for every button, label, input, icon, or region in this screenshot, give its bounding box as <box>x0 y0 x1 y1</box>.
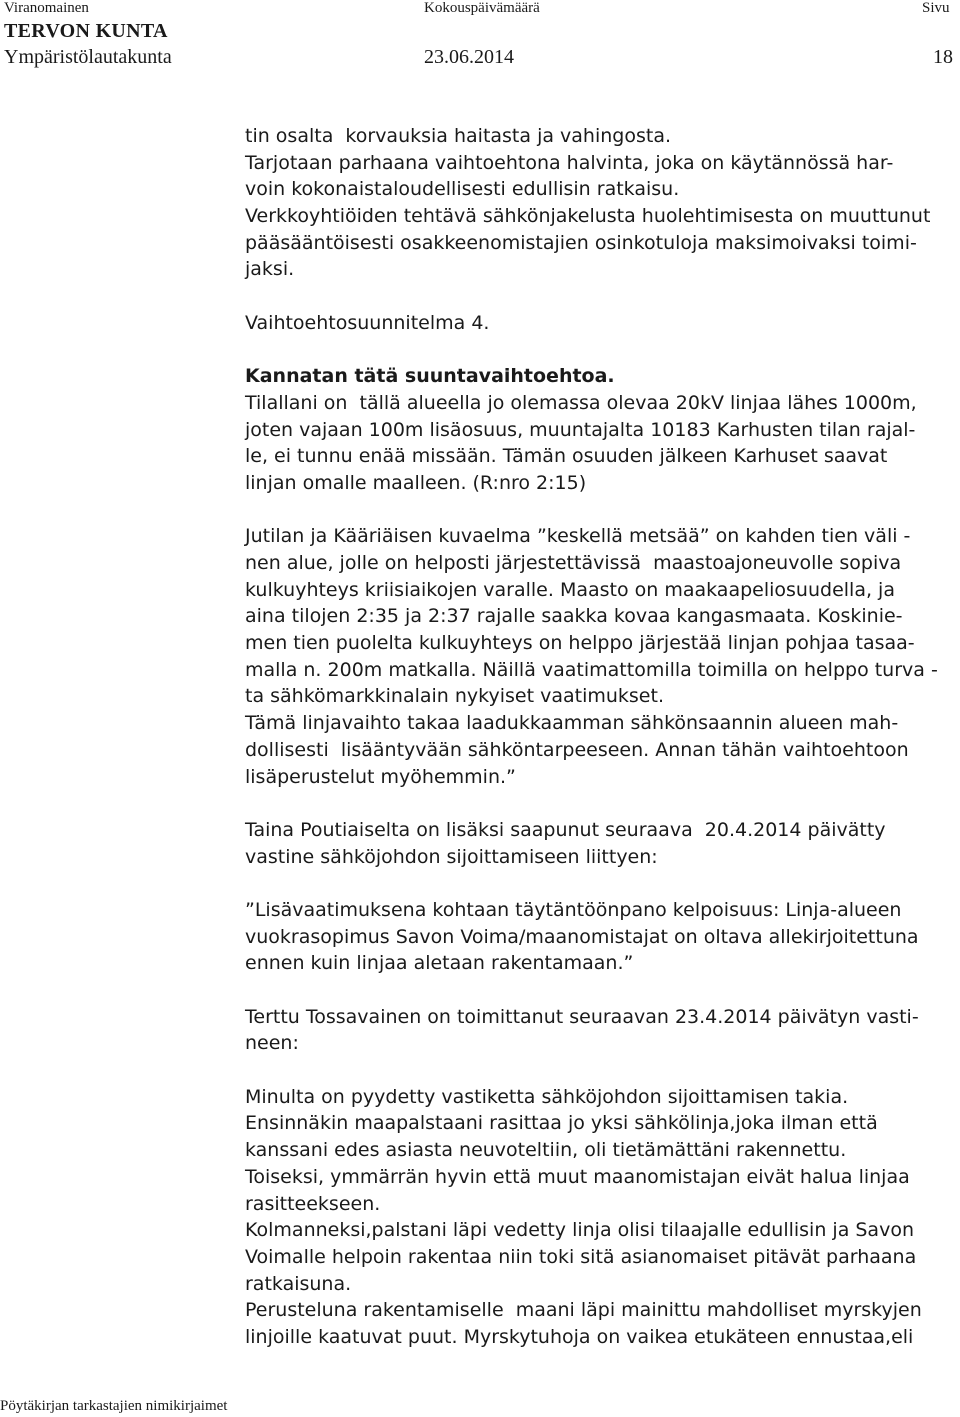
document-body <box>245 123 945 1351</box>
body-line: ”Lisävaatimuksena kohtaan täytäntöönpano kelpoisuus: Linja-alueen <box>245 898 902 921</box>
body-line: dollisesti lisääntyvään sähköntarpeeseen. Annan tähän vaihtoehtoon <box>245 738 909 761</box>
body-line: Verkkoyhtiöiden tehtävä sähkönjakelusta huolehtimisesta on muuttunut <box>245 205 931 228</box>
body-line: joten vajaan 100m lisäosuus, muuntajalta 10183 Karhusten tilan rajal- <box>245 418 916 441</box>
footer-signature-label: Pöytäkirjan tarkastajien nimikirjaimet <box>0 1398 228 1414</box>
body-line: vastine sähköjohdon sijoittamiseen liittyen: <box>245 845 658 868</box>
page-column-label: Sivu <box>922 0 950 16</box>
body-line: linjan omalle maalleen. (R:nro 2:15) <box>245 471 587 494</box>
body-line: Voimalle helpoin rakentaa niin toki sitä asianomaiset pitävät parhaana <box>245 1245 917 1268</box>
body-line: jaksi. <box>245 258 295 281</box>
authority-name: Ympäristölautakunta <box>4 46 172 68</box>
meeting-date: 23.06.2014 <box>424 46 514 68</box>
body-line: kanssani edes asiasta neuvoteltiin, oli tietämättäni rakennettu. <box>245 1139 847 1162</box>
paragraph-gap <box>245 283 945 310</box>
body-line: Tilallani on tällä alueella jo olemassa olevaa 20kV linjaa lähes 1000m, <box>245 391 917 414</box>
body-line: pääsääntöisesti osakkeenomistajien osinkotuloja maksimoivaksi toimi- <box>245 231 917 254</box>
paragraph-gap <box>245 790 945 817</box>
body-line: Taina Poutiaiselta on lisäksi saapunut seuraava 20.4.2014 päivätty <box>245 818 886 841</box>
bold-statement: Kannatan tätä suuntavaihtoehtoa. <box>245 365 615 388</box>
body-line: Tämä linjavaihto takaa laadukkaamman sähkönsaannin alueen mah- <box>245 712 899 735</box>
page-number: 18 <box>933 46 953 68</box>
body-line: ratkaisuna. <box>245 1272 352 1295</box>
body-line: Minulta on pyydetty vastiketta sähköjohdon sijoittamisen takia. <box>245 1085 849 1108</box>
paragraph-gap <box>245 1057 945 1084</box>
body-line: aina tilojen 2:35 ja 2:37 rajalle saakka kovaa kangasmaata. Koskinie- <box>245 605 903 628</box>
body-line: malla n. 200m matkalla. Näillä vaatimattomilla toimilla on helppo turva - <box>245 658 938 681</box>
body-line: Perusteluna rakentamiselle maani läpi mainittu mahdolliset myrskyjen <box>245 1299 922 1322</box>
body-line: voin kokonaistaloudellisesti edullisin ratkaisu. <box>245 178 680 201</box>
body-line: ta sähkömarkkinalain nykyiset vaatimukset. <box>245 685 664 708</box>
body-line: Terttu Tossavainen on toimittanut seuraavan 23.4.2014 päivätyn vasti- <box>245 1005 919 1028</box>
body-line: vuokrasopimus Savon Voima/maanomistajat on oltava allekirjoitettuna <box>245 925 919 948</box>
body-line: Ensinnäkin maapalstaani rasittaa jo yksi sähkölinja,joka ilman että <box>245 1112 878 1135</box>
paragraph-gap <box>245 870 945 897</box>
body-line: Tarjotaan parhaana vaihtoehtona halvinta, joka on käytännössä har- <box>245 151 894 174</box>
body-line: lisäperustelut myöhemmin.” <box>245 765 516 788</box>
body-line: kulkuyhteys kriisiaikojen varalle. Maasto on maakaapeliosuudella, ja <box>245 578 895 601</box>
body-line: Jutilan ja Kääriäisen kuvaelma ”keskellä metsää” on kahden tien väli - <box>245 525 911 548</box>
body-line: nen alue, jolle on helposti järjestettävissä maastoajoneuvolle sopiva <box>245 552 902 574</box>
body-line: ennen kuin linjaa aletaan rakentamaan.” <box>245 952 634 975</box>
paragraph-gap <box>245 337 945 364</box>
body-line: linjoille kaatuvat puut. Myrskytuhoja on vaikea etukäteen ennustaa,eli <box>245 1325 914 1348</box>
authority-column-label: Viranomainen <box>4 0 89 16</box>
body-line: neen: <box>245 1032 299 1055</box>
body-line: tin osalta korvauksia haitasta ja vahingosta. <box>245 125 671 147</box>
paragraph-gap <box>245 497 945 524</box>
section-heading: Vaihtoehtosuunnitelma 4. <box>245 311 490 334</box>
body-line: le, ei tunnu enää missään. Tämän osuuden jälkeen Karhuset saavat <box>245 445 888 468</box>
body-line: men tien puolelta kulkuyhteys on helppo järjestää linjan pohjaa tasaa- <box>245 632 915 655</box>
paragraph-gap <box>245 977 945 1004</box>
organization-name: TERVON KUNTA <box>4 20 168 42</box>
body-line: Kolmanneksi,palstani läpi vedetty linja olisi tilaajalle edullisin ja Savon <box>245 1219 914 1242</box>
body-line: Toiseksi, ymmärrän hyvin että muut maanomistajan eivät halua linjaa <box>245 1165 910 1188</box>
meeting-date-column-label: Kokouspäivämäärä <box>424 0 540 16</box>
body-line: rasitteekseen. <box>245 1192 381 1215</box>
